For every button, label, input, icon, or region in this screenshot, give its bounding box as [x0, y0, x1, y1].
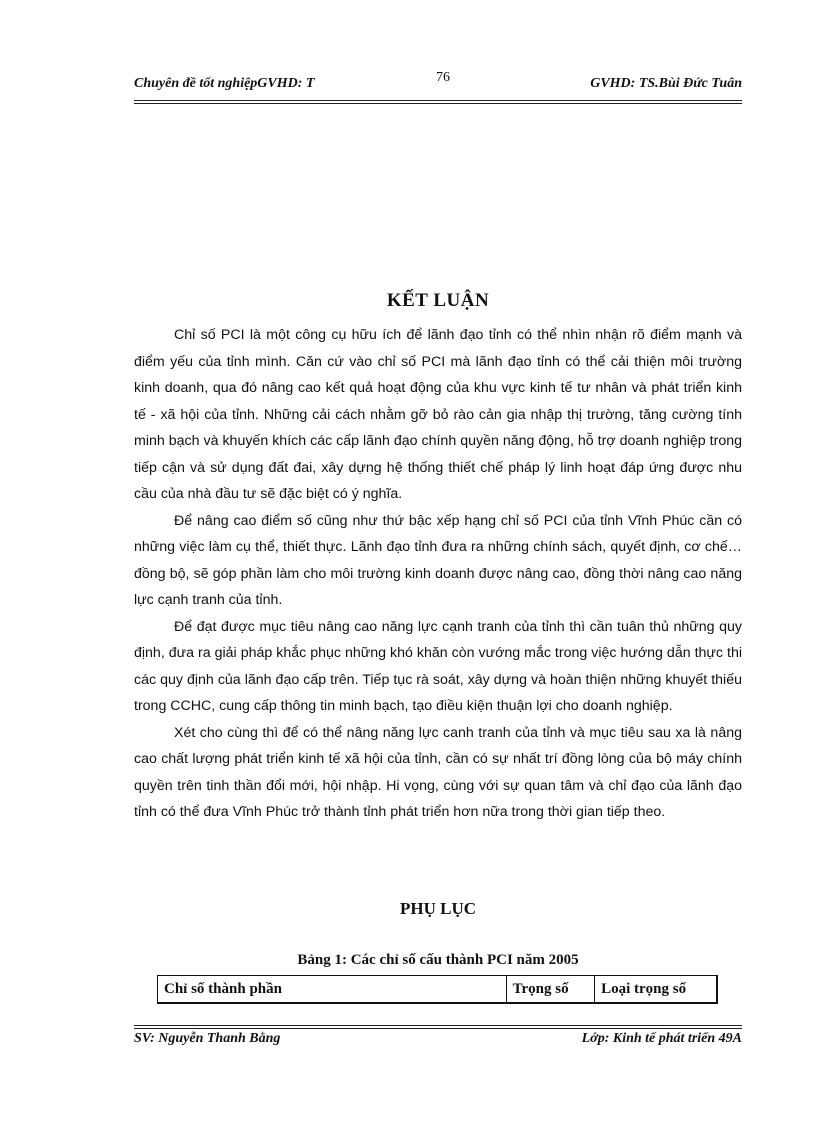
page-number: 76 — [436, 70, 450, 85]
header-left-text: Chuyên đề tốt nghiệpGVHD: T — [134, 76, 315, 91]
paragraph: Để đạt được mục tiêu nâng cao năng lực cạnh tranh của tỉnh thì cần tuân thủ những quy định, đưa ra giải pháp khắc phục những khó khăn còn vướng mắc trong việc hướng dẫn thực thi các quy định của lãnh đạo cấp trên. Tiếp tục rà soát, xây dựng và hoàn thiện những khuyết thiếu trong CCHC, cung cấp thông tin minh bạch, tạo điều kiện thuận lợi cho doanh nghiệp. — [134, 618, 742, 714]
paragraph: Xét cho cùng thì để có thể nâng năng lực canh tranh của tỉnh và mục tiêu sau xa là nâng cao chất lượng phát triển kinh tế xã hội của tỉnh, cần có sự nhất trí đồng lòng của bộ máy chính quyền trên tinh thần đổi mới, hội nhập. Hi vọng, cùng với sự quan tâm và chỉ đạo của lãnh đạo tỉnh có thể đưa Vĩnh Phúc trở thành tỉnh phát triển hơn nữa trong thời gian tiếp theo. — [134, 724, 742, 820]
footer-right-text: Lớp: Kinh tế phát triển 49A — [581, 1031, 742, 1046]
footer-rule — [134, 1025, 742, 1029]
conclusion-body — [134, 322, 742, 826]
pci-table — [157, 975, 717, 1003]
table-header-cell: Loại trọng số — [595, 976, 717, 1003]
footer-left-text: SV: Nguyễn Thanh Bằng — [134, 1031, 281, 1046]
header-right-text: GVHD: TS.Bùi Đức Tuân — [590, 76, 742, 91]
appendix-title: PHỤ LỤC — [399, 899, 477, 918]
paragraph: Chỉ số PCI là một công cụ hữu ích để lãnh đạo tỉnh có thể nhìn nhận rõ điểm mạnh và điểm yếu của tỉnh mình. Căn cứ vào chỉ số PCI mà lãnh đạo tỉnh có thể cải thiện môi trường kinh doanh, qua đó nâng cao kết quả hoạt động của khu vực kinh tế tư nhân và phát triển kinh tế - xã hội của tỉnh. Những cải cách nhằm gỡ bỏ rào cản gia nhập thị trường, tăng cường tính minh bạch và khuyến khích các cấp lãnh đạo chính quyền năng động, hỗ trợ doanh nghiệp trong tiếp cận và sử dụng đất đai, xây dựng hệ thống thiết chế pháp lý linh hoạt đáp ứng được nhu cầu của nhà đầu tư sẽ đặc biệt có ý nghĩa. — [134, 327, 742, 502]
section-title: KẾT LUẬN — [386, 290, 490, 311]
header-rule — [134, 100, 742, 104]
table-header-cell: Chỉ số thành phần — [158, 976, 507, 1003]
table-caption: Bảng 1: Các chỉ số cấu thành PCI năm 2005 — [297, 952, 579, 968]
table-header-row — [158, 976, 717, 1003]
table-header-cell: Trọng số — [506, 976, 594, 1003]
paragraph: Để nâng cao điểm số cũng như thứ bậc xếp hạng chỉ số PCI của tỉnh Vĩnh Phúc cần có những việc làm cụ thể, thiết thực. Lãnh đạo tỉnh đưa ra những chính sách, quyết định, cơ chế… đồng bộ, sẽ góp phần làm cho môi trường kinh doanh được nâng cao, đồng thời nâng cao năng lực cạnh tranh của tỉnh. — [134, 512, 742, 608]
